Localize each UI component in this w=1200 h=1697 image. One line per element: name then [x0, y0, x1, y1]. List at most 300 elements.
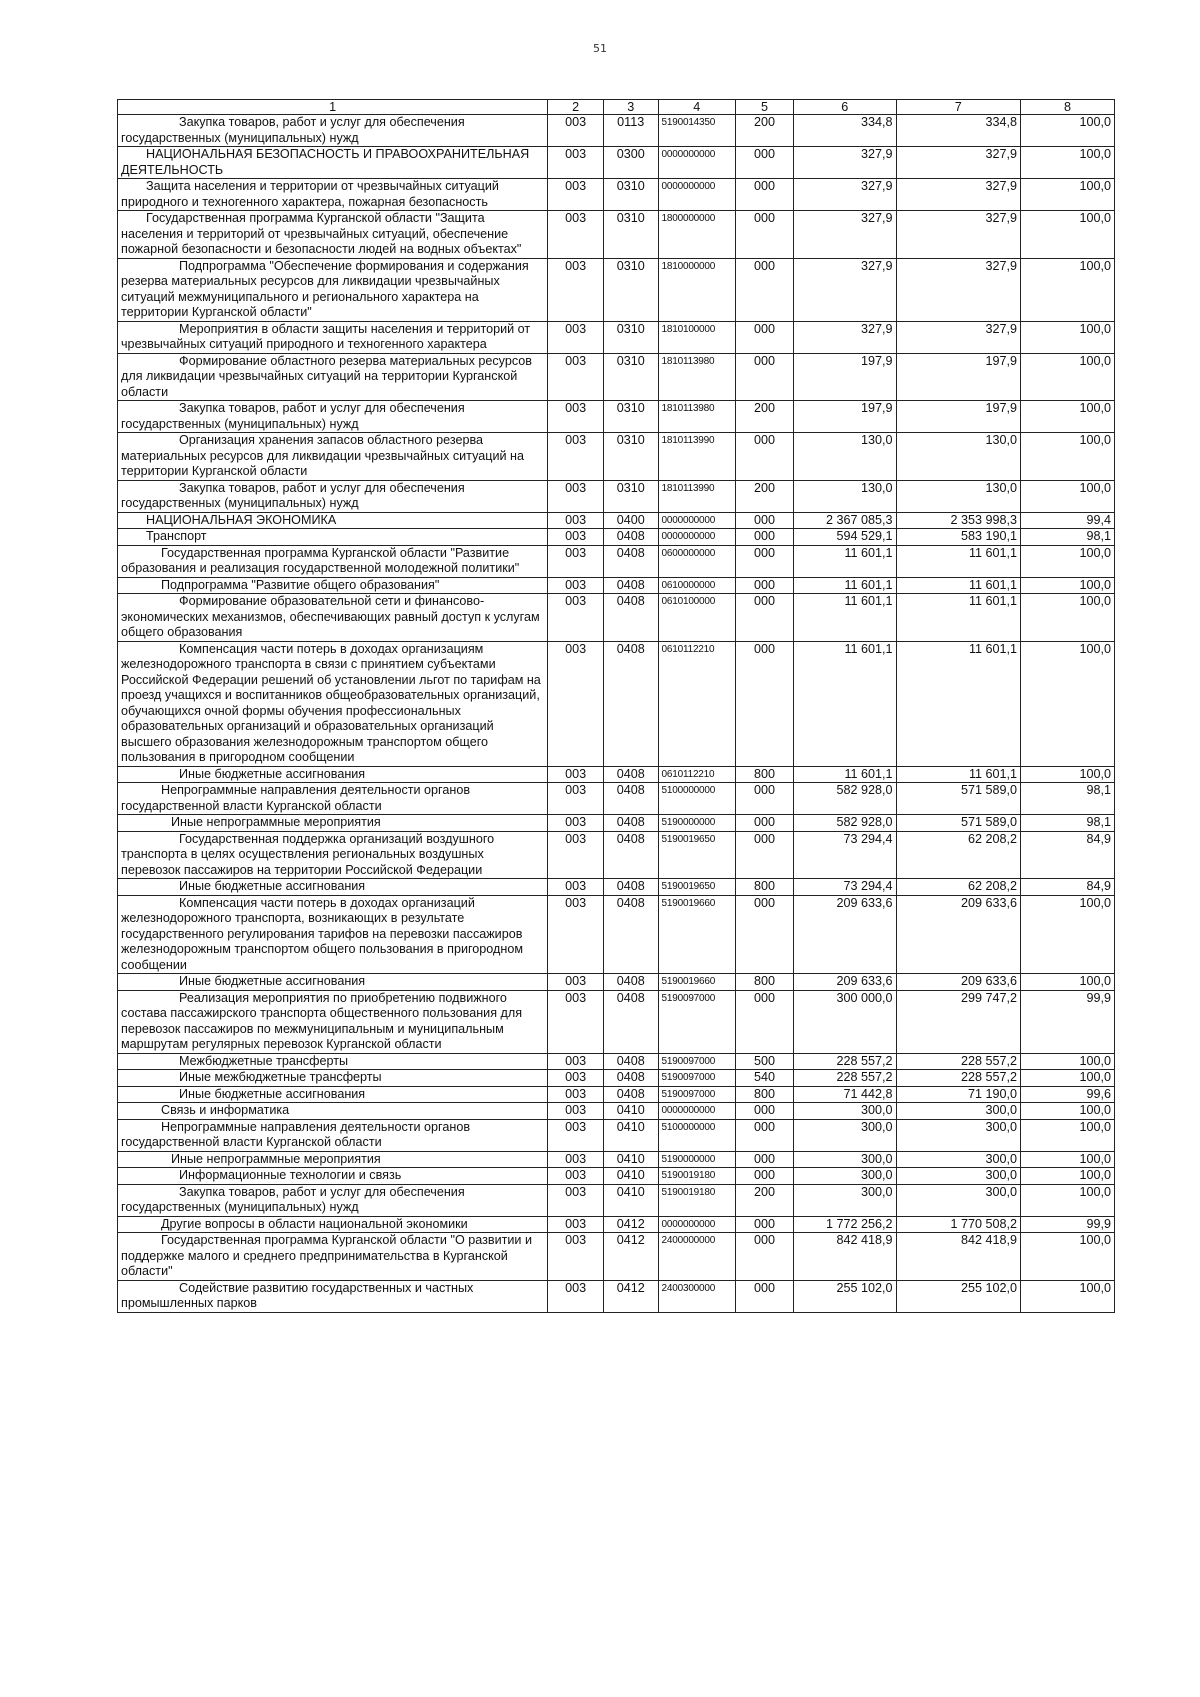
row-name-cell: Иные непрограммные мероприятия [118, 1151, 548, 1168]
actual-amount-cell: 130,0 [896, 480, 1020, 512]
actual-amount-cell: 11 601,1 [896, 766, 1020, 783]
ministry-code-cell: 003 [548, 147, 604, 179]
table-row [118, 831, 1115, 879]
table-row [118, 990, 1115, 1053]
planned-amount-cell: 300,0 [793, 1119, 896, 1151]
expense-type-cell: 000 [736, 594, 794, 642]
row-name-cell: Межбюджетные трансферты [118, 1053, 548, 1070]
table-row [118, 512, 1115, 529]
expense-type-cell: 200 [736, 401, 794, 433]
row-name-cell: Защита населения и территории от чрезвычайных ситуаций природного и техногенного характера, пожарная безопасность [118, 179, 548, 211]
row-name-cell: Другие вопросы в области национальной экономики [118, 1216, 548, 1233]
column-header: 2 [548, 100, 604, 115]
execution-percent-cell: 100,0 [1021, 1119, 1115, 1151]
row-name-cell: Закупка товаров, работ и услуг для обеспечения государственных (муниципальных) нужд [118, 480, 548, 512]
expense-type-cell: 800 [736, 879, 794, 896]
planned-amount-cell: 327,9 [793, 211, 896, 259]
expense-type-cell: 000 [736, 1151, 794, 1168]
section-code-cell: 0408 [603, 529, 658, 546]
section-code-cell: 0310 [603, 179, 658, 211]
section-code-cell: 0408 [603, 594, 658, 642]
actual-amount-cell: 300,0 [896, 1119, 1020, 1151]
row-name-cell: Компенсация части потерь в доходах организаций железнодорожного транспорта, возникающих в результате государственного регулирования тарифов на перевозки пассажиров железнодорожным транспортом общего пользования в пригородном сообщении [118, 895, 548, 974]
target-article-cell: 2400300000 [658, 1280, 736, 1312]
table-row [118, 433, 1115, 481]
planned-amount-cell: 73 294,4 [793, 879, 896, 896]
expense-type-cell: 000 [736, 258, 794, 321]
execution-percent-cell: 99,6 [1021, 1086, 1115, 1103]
actual-amount-cell: 130,0 [896, 433, 1020, 481]
row-name-cell: Иные непрограммные мероприятия [118, 815, 548, 832]
expense-type-cell: 000 [736, 990, 794, 1053]
target-article-cell: 0610000000 [658, 577, 736, 594]
target-article-cell: 0610112210 [658, 641, 736, 766]
target-article-cell: 5190019180 [658, 1168, 736, 1185]
expense-type-cell: 000 [736, 211, 794, 259]
actual-amount-cell: 327,9 [896, 211, 1020, 259]
ministry-code-cell: 003 [548, 211, 604, 259]
section-code-cell: 0408 [603, 1053, 658, 1070]
actual-amount-cell: 209 633,6 [896, 895, 1020, 974]
target-article-cell: 5190019660 [658, 895, 736, 974]
target-article-cell: 0610112210 [658, 766, 736, 783]
row-name-cell: Информационные технологии и связь [118, 1168, 548, 1185]
section-code-cell: 0408 [603, 577, 658, 594]
planned-amount-cell: 300,0 [793, 1168, 896, 1185]
section-code-cell: 0410 [603, 1184, 658, 1216]
column-header: 6 [793, 100, 896, 115]
table-row [118, 545, 1115, 577]
section-code-cell: 0408 [603, 641, 658, 766]
expense-type-cell: 000 [736, 831, 794, 879]
execution-percent-cell: 84,9 [1021, 831, 1115, 879]
ministry-code-cell: 003 [548, 115, 604, 147]
row-name-cell: Формирование образовательной сети и финансово-экономических механизмов, обеспечивающих равный доступ к услугам общего образования [118, 594, 548, 642]
expense-type-cell: 500 [736, 1053, 794, 1070]
column-header: 8 [1021, 100, 1115, 115]
column-header: 4 [658, 100, 736, 115]
target-article-cell: 1810113980 [658, 401, 736, 433]
table-row [118, 147, 1115, 179]
target-article-cell: 0000000000 [658, 1216, 736, 1233]
row-name-cell: Закупка товаров, работ и услуг для обеспечения государственных (муниципальных) нужд [118, 401, 548, 433]
ministry-code-cell: 003 [548, 1216, 604, 1233]
ministry-code-cell: 003 [548, 783, 604, 815]
planned-amount-cell: 1 772 256,2 [793, 1216, 896, 1233]
planned-amount-cell: 327,9 [793, 321, 896, 353]
ministry-code-cell: 003 [548, 321, 604, 353]
actual-amount-cell: 571 589,0 [896, 815, 1020, 832]
section-code-cell: 0408 [603, 1070, 658, 1087]
execution-percent-cell: 100,0 [1021, 895, 1115, 974]
ministry-code-cell: 003 [548, 766, 604, 783]
row-name-cell: Государственная поддержка организаций воздушного транспорта в целях осуществления региональных воздушных перевозок пассажиров на территории Российской Федерации [118, 831, 548, 879]
expense-type-cell: 540 [736, 1070, 794, 1087]
expense-type-cell: 800 [736, 1086, 794, 1103]
table-row [118, 783, 1115, 815]
ministry-code-cell: 003 [548, 512, 604, 529]
actual-amount-cell: 300,0 [896, 1151, 1020, 1168]
table-row [118, 1233, 1115, 1281]
section-code-cell: 0408 [603, 545, 658, 577]
ministry-code-cell: 003 [548, 641, 604, 766]
actual-amount-cell: 11 601,1 [896, 594, 1020, 642]
target-article-cell: 5190097000 [658, 1053, 736, 1070]
table-row [118, 594, 1115, 642]
expense-type-cell: 000 [736, 1168, 794, 1185]
execution-percent-cell: 100,0 [1021, 1151, 1115, 1168]
ministry-code-cell: 003 [548, 433, 604, 481]
target-article-cell: 5190097000 [658, 990, 736, 1053]
actual-amount-cell: 842 418,9 [896, 1233, 1020, 1281]
table-row [118, 1119, 1115, 1151]
planned-amount-cell: 582 928,0 [793, 783, 896, 815]
table-row [118, 879, 1115, 896]
expense-type-cell: 000 [736, 147, 794, 179]
target-article-cell: 5190019650 [658, 879, 736, 896]
execution-percent-cell: 99,4 [1021, 512, 1115, 529]
section-code-cell: 0300 [603, 147, 658, 179]
row-name-cell: Иные бюджетные ассигнования [118, 1086, 548, 1103]
target-article-cell: 0000000000 [658, 1103, 736, 1120]
planned-amount-cell: 130,0 [793, 480, 896, 512]
expense-type-cell: 000 [736, 512, 794, 529]
ministry-code-cell: 003 [548, 480, 604, 512]
actual-amount-cell: 300,0 [896, 1103, 1020, 1120]
planned-amount-cell: 11 601,1 [793, 766, 896, 783]
target-article-cell: 0000000000 [658, 529, 736, 546]
actual-amount-cell: 327,9 [896, 258, 1020, 321]
actual-amount-cell: 583 190,1 [896, 529, 1020, 546]
execution-percent-cell: 100,0 [1021, 353, 1115, 401]
target-article-cell: 5190000000 [658, 815, 736, 832]
target-article-cell: 0610100000 [658, 594, 736, 642]
planned-amount-cell: 73 294,4 [793, 831, 896, 879]
table-row [118, 641, 1115, 766]
actual-amount-cell: 209 633,6 [896, 974, 1020, 991]
table-row [118, 815, 1115, 832]
execution-percent-cell: 100,0 [1021, 258, 1115, 321]
target-article-cell: 1810113990 [658, 433, 736, 481]
table-row [118, 353, 1115, 401]
actual-amount-cell: 300,0 [896, 1168, 1020, 1185]
planned-amount-cell: 594 529,1 [793, 529, 896, 546]
row-name-cell: Содействие развитию государственных и частных промышленных парков [118, 1280, 548, 1312]
planned-amount-cell: 197,9 [793, 401, 896, 433]
actual-amount-cell: 1 770 508,2 [896, 1216, 1020, 1233]
execution-percent-cell: 100,0 [1021, 401, 1115, 433]
actual-amount-cell: 197,9 [896, 353, 1020, 401]
expense-type-cell: 000 [736, 353, 794, 401]
target-article-cell: 1810100000 [658, 321, 736, 353]
ministry-code-cell: 003 [548, 545, 604, 577]
target-article-cell: 0000000000 [658, 147, 736, 179]
planned-amount-cell: 300 000,0 [793, 990, 896, 1053]
expense-type-cell: 000 [736, 1119, 794, 1151]
planned-amount-cell: 11 601,1 [793, 545, 896, 577]
execution-percent-cell: 100,0 [1021, 321, 1115, 353]
ministry-code-cell: 003 [548, 1053, 604, 1070]
section-code-cell: 0310 [603, 401, 658, 433]
ministry-code-cell: 003 [548, 879, 604, 896]
column-header-row [118, 100, 1115, 115]
target-article-cell: 0600000000 [658, 545, 736, 577]
section-code-cell: 0410 [603, 1119, 658, 1151]
target-article-cell: 5100000000 [658, 1119, 736, 1151]
column-header: 3 [603, 100, 658, 115]
expense-type-cell: 800 [736, 974, 794, 991]
actual-amount-cell: 327,9 [896, 321, 1020, 353]
ministry-code-cell: 003 [548, 529, 604, 546]
planned-amount-cell: 300,0 [793, 1151, 896, 1168]
actual-amount-cell: 327,9 [896, 147, 1020, 179]
actual-amount-cell: 300,0 [896, 1184, 1020, 1216]
ministry-code-cell: 003 [548, 594, 604, 642]
column-header: 1 [118, 100, 548, 115]
table-row [118, 577, 1115, 594]
execution-percent-cell: 100,0 [1021, 1168, 1115, 1185]
table-row [118, 1053, 1115, 1070]
actual-amount-cell: 62 208,2 [896, 831, 1020, 879]
section-code-cell: 0408 [603, 783, 658, 815]
section-code-cell: 0410 [603, 1103, 658, 1120]
expense-type-cell: 200 [736, 480, 794, 512]
execution-percent-cell: 100,0 [1021, 1103, 1115, 1120]
expense-type-cell: 000 [736, 1233, 794, 1281]
expense-type-cell: 000 [736, 179, 794, 211]
table-row [118, 258, 1115, 321]
row-name-cell: Государственная программа Курганской области "Защита населения и территорий от чрезвычайных ситуаций, обеспечение пожарной безопасности и безопасности людей на водных объектах" [118, 211, 548, 259]
planned-amount-cell: 327,9 [793, 147, 896, 179]
target-article-cell: 5190019650 [658, 831, 736, 879]
section-code-cell: 0400 [603, 512, 658, 529]
actual-amount-cell: 2 353 998,3 [896, 512, 1020, 529]
actual-amount-cell: 255 102,0 [896, 1280, 1020, 1312]
ministry-code-cell: 003 [548, 1184, 604, 1216]
planned-amount-cell: 300,0 [793, 1103, 896, 1120]
execution-percent-cell: 100,0 [1021, 115, 1115, 147]
planned-amount-cell: 209 633,6 [793, 895, 896, 974]
ministry-code-cell: 003 [548, 815, 604, 832]
section-code-cell: 0408 [603, 766, 658, 783]
target-article-cell: 5190000000 [658, 1151, 736, 1168]
ministry-code-cell: 003 [548, 990, 604, 1053]
planned-amount-cell: 71 442,8 [793, 1086, 896, 1103]
ministry-code-cell: 003 [548, 1086, 604, 1103]
execution-percent-cell: 100,0 [1021, 594, 1115, 642]
expense-type-cell: 000 [736, 641, 794, 766]
row-name-cell: Компенсация части потерь в доходах организациям железнодорожного транспорта в связи с принятием субъектами Российской Федерации решений об установлении льгот по тарифам на проезд учащихся и воспитанников общеобразовательных организаций, обучающихся очной формы обучения профессиональных образовательных организаций и образовательных организаций высшего образования железнодорожным транспортом общего пользования в пригородном сообщении [118, 641, 548, 766]
execution-percent-cell: 100,0 [1021, 1070, 1115, 1087]
table-row [118, 211, 1115, 259]
row-name-cell: Формирование областного резерва материальных ресурсов для ликвидации чрезвычайных ситуаций на территории Курганской области [118, 353, 548, 401]
row-name-cell: Закупка товаров, работ и услуг для обеспечения государственных (муниципальных) нужд [118, 115, 548, 147]
planned-amount-cell: 582 928,0 [793, 815, 896, 832]
section-code-cell: 0408 [603, 1086, 658, 1103]
target-article-cell: 5100000000 [658, 783, 736, 815]
expense-type-cell: 200 [736, 1184, 794, 1216]
table-row [118, 1216, 1115, 1233]
ministry-code-cell: 003 [548, 1233, 604, 1281]
section-code-cell: 0310 [603, 258, 658, 321]
planned-amount-cell: 11 601,1 [793, 641, 896, 766]
row-name-cell: Закупка товаров, работ и услуг для обеспечения государственных (муниципальных) нужд [118, 1184, 548, 1216]
actual-amount-cell: 197,9 [896, 401, 1020, 433]
actual-amount-cell: 11 601,1 [896, 545, 1020, 577]
ministry-code-cell: 003 [548, 1151, 604, 1168]
row-name-cell: Государственная программа Курганской области "Развитие образования и реализация государственной молодежной политики" [118, 545, 548, 577]
table-body [118, 115, 1115, 1313]
row-name-cell: Государственная программа Курганской области "О развитии и поддержке малого и среднего предпринимательства в Курганской области" [118, 1233, 548, 1281]
table-row [118, 401, 1115, 433]
table-row [118, 529, 1115, 546]
actual-amount-cell: 228 557,2 [896, 1070, 1020, 1087]
planned-amount-cell: 327,9 [793, 179, 896, 211]
execution-percent-cell: 98,1 [1021, 815, 1115, 832]
section-code-cell: 0408 [603, 815, 658, 832]
column-header: 5 [736, 100, 794, 115]
section-code-cell: 0410 [603, 1151, 658, 1168]
planned-amount-cell: 842 418,9 [793, 1233, 896, 1281]
actual-amount-cell: 71 190,0 [896, 1086, 1020, 1103]
target-article-cell: 5190019660 [658, 974, 736, 991]
row-name-cell: Организация хранения запасов областного резерва материальных ресурсов для ликвидации чрезвычайных ситуаций на территории Курганской области [118, 433, 548, 481]
row-name-cell: Иные бюджетные ассигнования [118, 766, 548, 783]
execution-percent-cell: 100,0 [1021, 1280, 1115, 1312]
ministry-code-cell: 003 [548, 1103, 604, 1120]
ministry-code-cell: 003 [548, 1070, 604, 1087]
target-article-cell: 0000000000 [658, 512, 736, 529]
section-code-cell: 0310 [603, 353, 658, 401]
ministry-code-cell: 003 [548, 1280, 604, 1312]
actual-amount-cell: 62 208,2 [896, 879, 1020, 896]
target-article-cell: 5190014350 [658, 115, 736, 147]
expense-type-cell: 000 [736, 783, 794, 815]
ministry-code-cell: 003 [548, 1119, 604, 1151]
execution-percent-cell: 100,0 [1021, 211, 1115, 259]
row-name-cell: Непрограммные направления деятельности органов государственной власти Курганской области [118, 1119, 548, 1151]
section-code-cell: 0412 [603, 1233, 658, 1281]
expense-type-cell: 000 [736, 577, 794, 594]
execution-percent-cell: 100,0 [1021, 433, 1115, 481]
table-row [118, 1280, 1115, 1312]
planned-amount-cell: 228 557,2 [793, 1053, 896, 1070]
ministry-code-cell: 003 [548, 895, 604, 974]
expense-type-cell: 000 [736, 321, 794, 353]
target-article-cell: 0000000000 [658, 179, 736, 211]
row-name-cell: Иные межбюджетные трансферты [118, 1070, 548, 1087]
expense-type-cell: 000 [736, 1280, 794, 1312]
target-article-cell: 1810113980 [658, 353, 736, 401]
ministry-code-cell: 003 [548, 401, 604, 433]
table-row [118, 1168, 1115, 1185]
section-code-cell: 0310 [603, 211, 658, 259]
target-article-cell: 5190019180 [658, 1184, 736, 1216]
execution-percent-cell: 100,0 [1021, 179, 1115, 211]
expense-type-cell: 000 [736, 433, 794, 481]
row-name-cell: НАЦИОНАЛЬНАЯ БЕЗОПАСНОСТЬ И ПРАВООХРАНИТЕЛЬНАЯ ДЕЯТЕЛЬНОСТЬ [118, 147, 548, 179]
execution-percent-cell: 98,1 [1021, 529, 1115, 546]
planned-amount-cell: 255 102,0 [793, 1280, 896, 1312]
table-row [118, 115, 1115, 147]
planned-amount-cell: 334,8 [793, 115, 896, 147]
execution-percent-cell: 100,0 [1021, 545, 1115, 577]
table-row [118, 1184, 1115, 1216]
row-name-cell: Транспорт [118, 529, 548, 546]
target-article-cell: 1800000000 [658, 211, 736, 259]
section-code-cell: 0408 [603, 974, 658, 991]
ministry-code-cell: 003 [548, 258, 604, 321]
expense-type-cell: 000 [736, 1103, 794, 1120]
expense-type-cell: 000 [736, 1216, 794, 1233]
row-name-cell: НАЦИОНАЛЬНАЯ ЭКОНОМИКА [118, 512, 548, 529]
table-row [118, 1086, 1115, 1103]
table-row [118, 321, 1115, 353]
execution-percent-cell: 99,9 [1021, 1216, 1115, 1233]
actual-amount-cell: 334,8 [896, 115, 1020, 147]
planned-amount-cell: 11 601,1 [793, 594, 896, 642]
table-row [118, 1070, 1115, 1087]
execution-percent-cell: 100,0 [1021, 147, 1115, 179]
section-code-cell: 0310 [603, 433, 658, 481]
execution-percent-cell: 84,9 [1021, 879, 1115, 896]
actual-amount-cell: 299 747,2 [896, 990, 1020, 1053]
table-row [118, 179, 1115, 211]
planned-amount-cell: 300,0 [793, 1184, 896, 1216]
execution-percent-cell: 100,0 [1021, 480, 1115, 512]
row-name-cell: Подпрограмма "Обеспечение формирования и содержания резерва материальных ресурсов для ликвидации чрезвычайных ситуаций межмуниципального и регионального характера на территории Курганской области" [118, 258, 548, 321]
expense-type-cell: 000 [736, 815, 794, 832]
actual-amount-cell: 11 601,1 [896, 641, 1020, 766]
planned-amount-cell: 130,0 [793, 433, 896, 481]
section-code-cell: 0408 [603, 879, 658, 896]
execution-percent-cell: 100,0 [1021, 974, 1115, 991]
target-article-cell: 5190097000 [658, 1070, 736, 1087]
ministry-code-cell: 003 [548, 179, 604, 211]
section-code-cell: 0113 [603, 115, 658, 147]
ministry-code-cell: 003 [548, 831, 604, 879]
row-name-cell: Иные бюджетные ассигнования [118, 879, 548, 896]
row-name-cell: Подпрограмма "Развитие общего образования" [118, 577, 548, 594]
section-code-cell: 0410 [603, 1168, 658, 1185]
column-header: 7 [896, 100, 1020, 115]
ministry-code-cell: 003 [548, 577, 604, 594]
section-code-cell: 0412 [603, 1216, 658, 1233]
target-article-cell: 2400000000 [658, 1233, 736, 1281]
ministry-code-cell: 003 [548, 353, 604, 401]
row-name-cell: Мероприятия в области защиты населения и территорий от чрезвычайных ситуаций природного и техногенного характера [118, 321, 548, 353]
ministry-code-cell: 003 [548, 974, 604, 991]
planned-amount-cell: 209 633,6 [793, 974, 896, 991]
table-row [118, 1103, 1115, 1120]
execution-percent-cell: 100,0 [1021, 1233, 1115, 1281]
row-name-cell: Иные бюджетные ассигнования [118, 974, 548, 991]
section-code-cell: 0310 [603, 480, 658, 512]
page-number: 51 [593, 42, 607, 55]
planned-amount-cell: 327,9 [793, 258, 896, 321]
table-row [118, 1151, 1115, 1168]
section-code-cell: 0408 [603, 990, 658, 1053]
section-code-cell: 0408 [603, 895, 658, 974]
planned-amount-cell: 197,9 [793, 353, 896, 401]
execution-percent-cell: 100,0 [1021, 1184, 1115, 1216]
planned-amount-cell: 228 557,2 [793, 1070, 896, 1087]
row-name-cell: Непрограммные направления деятельности органов государственной власти Курганской области [118, 783, 548, 815]
table-row [118, 895, 1115, 974]
expense-type-cell: 800 [736, 766, 794, 783]
ministry-code-cell: 003 [548, 1168, 604, 1185]
execution-percent-cell: 100,0 [1021, 1053, 1115, 1070]
